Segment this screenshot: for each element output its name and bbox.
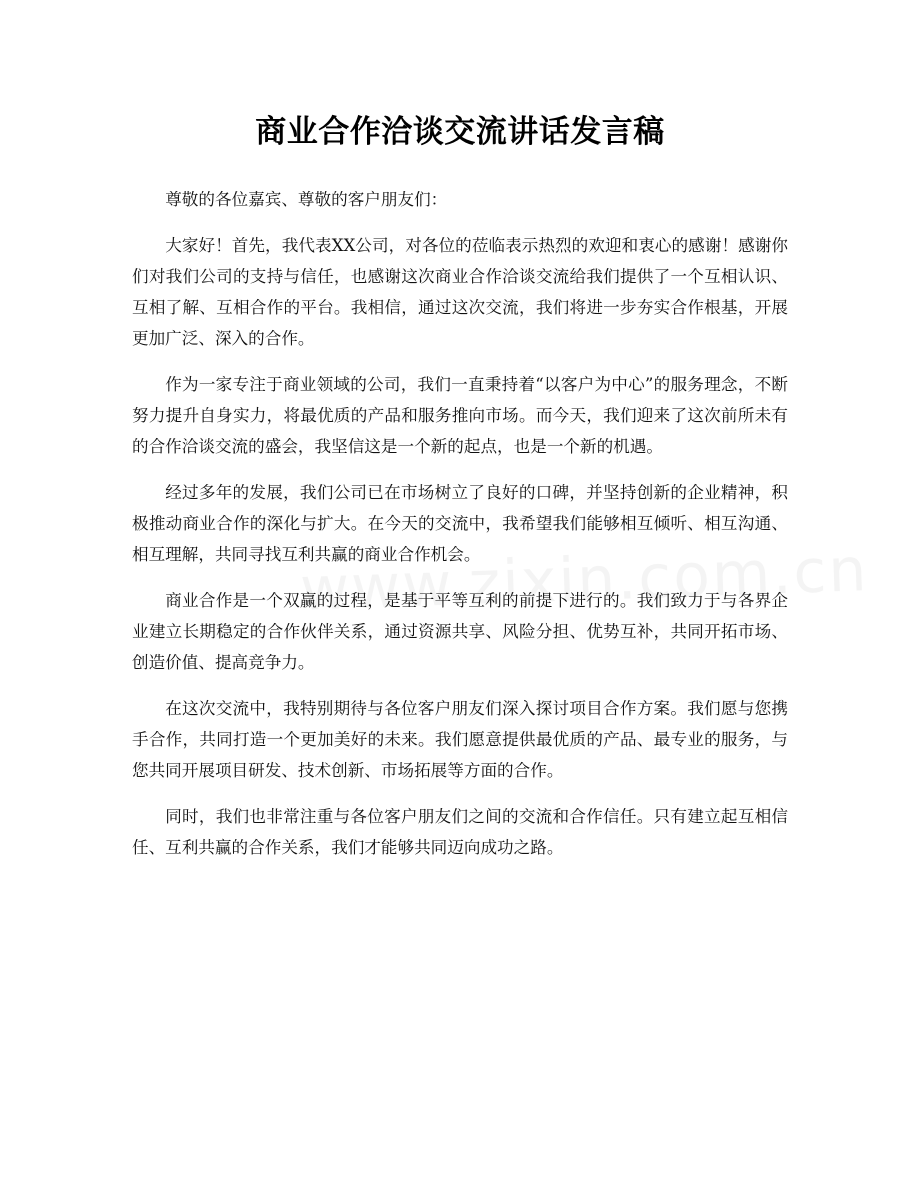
body-paragraph-5: 在这次交流中，我特别期待与各位客户朋友们深入探讨项目合作方案。我们愿与您携手合作，共同打造一个更加美好的未来。我们愿意提供最优质的产品、最专业的服务，与您共同开展项目研发、技术创新、市场拓展等方面的合作。: [132, 699, 788, 780]
salutation-paragraph: 尊敬的各位嘉宾、尊敬的客户朋友们：: [165, 190, 448, 209]
body-paragraph-4: 商业合作是一个双赢的过程，是基于平等互利的前提下进行的。我们致力于与各界企业建立长期稳定的合作伙伴关系，通过资源共享、风险分担、优势互补，共同开拓市场、创造价值、提高竞争力。: [132, 591, 788, 672]
document-title: 商业合作洽谈交流讲话发言稿: [255, 114, 665, 150]
body-paragraph-1: 大家好！首先，我代表XX公司，对各位的莅临表示热烈的欢迎和衷心的感谢！感谢你们对我们公司的支持与信任，也感谢这次商业合作洽谈交流给我们提供了一个互相认识、互相了解、互相合作的平台。我相信，通过这次交流，我们将进一步夯实合作根基，开展更加广泛、深入的合作。: [132, 236, 788, 348]
body-paragraph-3: 经过多年的发展，我们公司已在市场树立了良好的口碑，并坚持创新的企业精神，积极推动商业合作的深化与扩大。在今天的交流中，我希望我们能够相互倾听、相互沟通、相互理解，共同寻找互利共赢的商业合作机会。: [132, 483, 788, 564]
body-paragraph-6: 同时，我们也非常注重与各位客户朋友们之间的交流和合作信任。只有建立起互相信任、互利共赢的合作关系，我们才能够共同迈向成功之路。: [132, 807, 788, 857]
body-paragraph-2: 作为一家专注于商业领域的公司，我们一直秉持着“以客户为中心”的服务理念，不断努力提升自身实力，将最优质的产品和服务推向市场。而今天，我们迎来了这次前所未有的合作洽谈交流的盛会，我坚信这是一个新的起点，也是一个新的机遇。: [132, 375, 788, 456]
